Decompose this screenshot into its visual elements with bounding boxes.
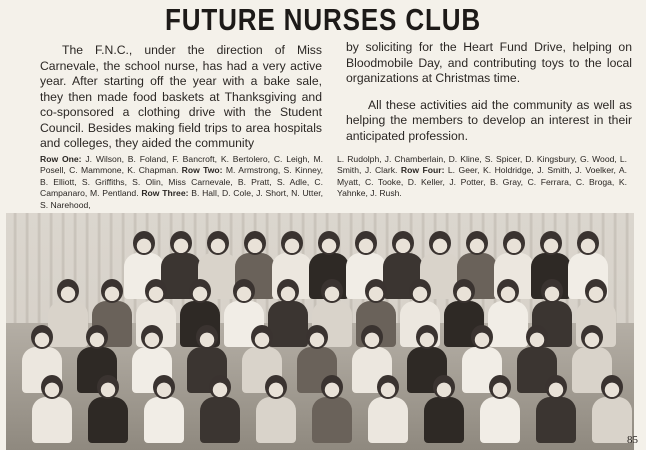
row-one-label: Row One: <box>40 154 82 164</box>
member-body <box>312 397 352 443</box>
member-head <box>233 279 255 303</box>
article-left-column <box>40 43 322 152</box>
row-two-label: Row Two: <box>181 165 223 176</box>
member-head <box>541 279 563 303</box>
page-number: 85 <box>627 434 638 446</box>
row-three-names-continued: L. Rudolph, J. Chamberlain, D. Kline, S. Spicer, D. Kingsbury, G. Wood, L. Smith, J. Clark. <box>337 154 627 176</box>
member-head <box>189 279 211 303</box>
article-right-column <box>346 40 632 144</box>
article-paragraph: All these activities aid the community as well as helping the members to develop an interest in their anticipated profession. <box>346 97 632 143</box>
member-head <box>153 375 175 399</box>
member-head <box>577 231 599 255</box>
article-paragraph: The F.N.C., under the direction of Miss Carnevale, the school nurse, has had a very active year. After starting off the year with a bake sale, they then made food baskets at Thanksgiving and co-sponsored a clothing drive with the Student Council. Besides making field trips to area hospitals and colleges, they aided the community <box>40 43 322 150</box>
member-body <box>200 397 240 443</box>
member-head <box>207 231 229 255</box>
member-head <box>601 375 623 399</box>
photo-caption-right <box>337 154 627 200</box>
member-body <box>268 301 308 347</box>
member-head <box>321 279 343 303</box>
page-title: FUTURE NURSES CLUB <box>164 2 482 37</box>
member-body <box>48 301 88 347</box>
member-head <box>361 325 383 349</box>
member-body <box>424 397 464 443</box>
row-one-names: J. Wilson, B. Foland, F. Bancroft, K. Bertolero, C. Leigh, M. Posell, C. Mammone, K. Chapman. <box>40 154 324 176</box>
member-head <box>489 375 511 399</box>
member-body <box>536 397 576 443</box>
member-head <box>409 279 431 303</box>
photo-caption-left <box>40 154 323 211</box>
member-head <box>251 325 273 349</box>
row-three-names: B. Hall, D. Cole, J. Short, N. Utter, S. Narehood, <box>40 188 324 210</box>
member-head <box>281 231 303 255</box>
member-head <box>585 279 607 303</box>
member-head <box>145 279 167 303</box>
member-head <box>86 325 108 349</box>
member-head <box>209 375 231 399</box>
member-head <box>196 325 218 349</box>
member-head <box>133 231 155 255</box>
row-four-names: L. Geer, K. Holdridge, J. Smith, J. Voelker, A. Myatt, C. Tooke, D. Keller, J. Potter, B. Gray, C. Ferrara, C. Broga, K. Yahnke, J. Rush. <box>337 165 628 199</box>
member-head <box>306 325 328 349</box>
member-head <box>244 231 266 255</box>
member-head <box>377 375 399 399</box>
member-head <box>355 231 377 255</box>
member-head <box>429 231 451 255</box>
member-head <box>497 279 519 303</box>
member-head <box>433 375 455 399</box>
member-head <box>416 325 438 349</box>
member-head <box>57 279 79 303</box>
member-head <box>318 231 340 255</box>
member-body <box>488 301 528 347</box>
member-head <box>265 375 287 399</box>
member-head <box>471 325 493 349</box>
member-head <box>170 231 192 255</box>
member-head <box>41 375 63 399</box>
member-head <box>581 325 603 349</box>
member-body <box>480 397 520 443</box>
member-body <box>368 397 408 443</box>
article-paragraph-continued: by soliciting for the Heart Fund Drive, helping on Bloodmobile Day, and contributing toys to the local organizations at Christmas time. <box>346 40 632 85</box>
member-head <box>101 279 123 303</box>
row-two-names: M. Armstrong, S. Kinney, B. Elliott, S. Griffiths, S. Olin, Miss Carnevale, B. Pratt, S. Adle, C. Campanaro, M. Pentland. <box>40 165 323 199</box>
member-head <box>526 325 548 349</box>
member-head <box>141 325 163 349</box>
member-head <box>365 279 387 303</box>
member-head <box>453 279 475 303</box>
member-head <box>277 279 299 303</box>
member-head <box>540 231 562 255</box>
member-body <box>88 397 128 443</box>
member-head <box>31 325 53 349</box>
member-body <box>32 397 72 443</box>
row-four-label: Row Four: <box>400 165 445 176</box>
member-body <box>592 397 632 443</box>
member-body <box>256 397 296 443</box>
member-head <box>321 375 343 399</box>
group-photo <box>6 213 634 450</box>
member-head <box>392 231 414 255</box>
member-head <box>466 231 488 255</box>
member-head <box>97 375 119 399</box>
member-head <box>545 375 567 399</box>
row-three-label: Row Three: <box>141 188 189 199</box>
member-head <box>503 231 525 255</box>
member-body <box>144 397 184 443</box>
